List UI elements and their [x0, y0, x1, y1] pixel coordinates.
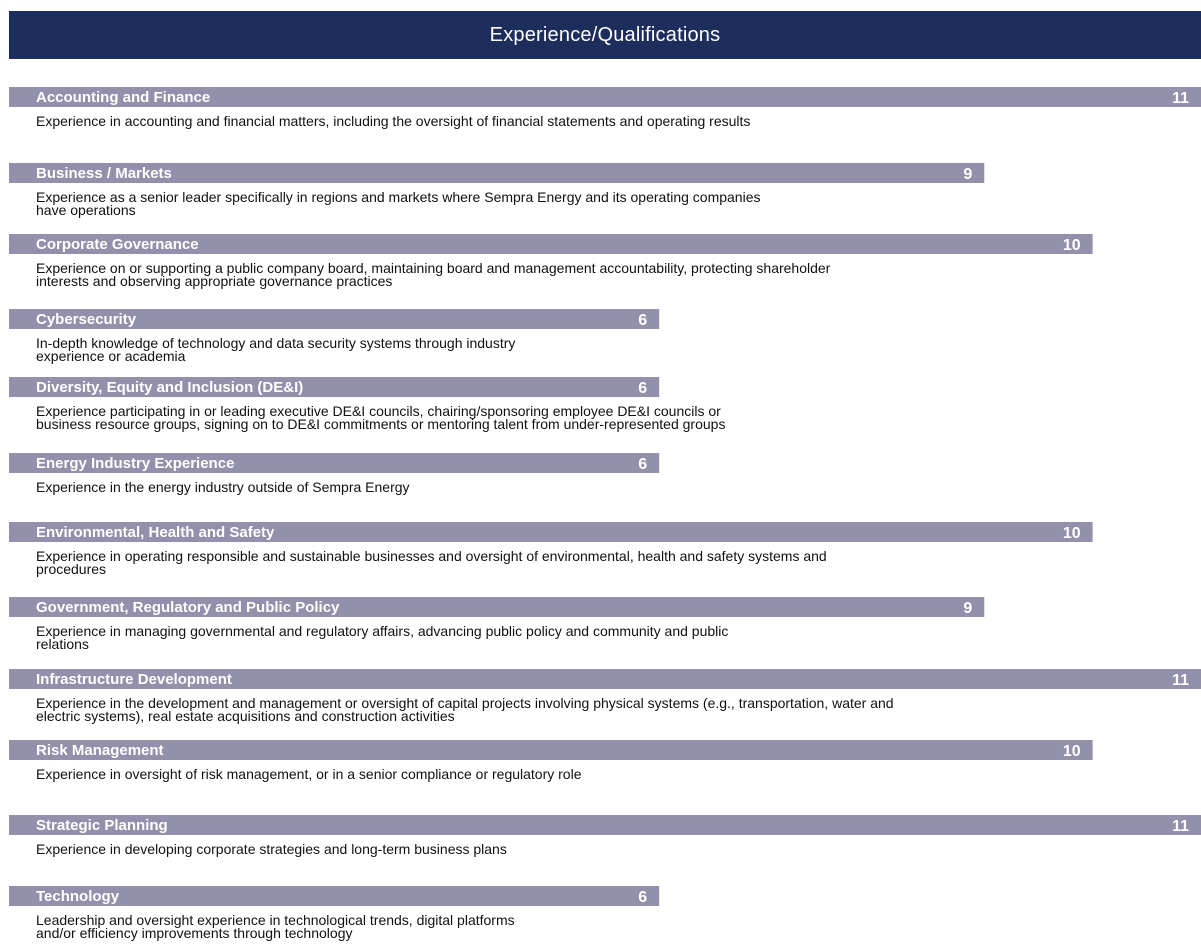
bar-label-9: Risk Management: [36, 742, 164, 759]
bar-value-0: 11: [1172, 90, 1189, 107]
bar-label-0: Accounting and Finance: [36, 89, 211, 106]
bar-description-9-line-0: Experience in oversight of risk management, or in a senior compliance or regulatory role: [36, 766, 582, 782]
bar-description-3-line-0: In-depth knowledge of technology and data security systems through industry: [36, 335, 516, 351]
bar-9: [9, 740, 1093, 760]
bar-value-3: 6: [638, 312, 648, 329]
bar-value-9: 10: [1062, 743, 1081, 760]
bar-label-7: Government, Regulatory and Public Policy: [36, 599, 340, 616]
bar-label-5: Energy Industry Experience: [36, 455, 235, 472]
bar-description-6-line-0: Experience in operating responsible and sustainable businesses and oversight of environmental, health and safety systems and: [36, 548, 827, 564]
bar-value-11: 6: [638, 889, 648, 906]
bar-description-10-line-0: Experience in developing corporate strategies and long-term business plans: [36, 841, 507, 857]
bar-description-7-line-1: relations: [36, 636, 89, 652]
bar-label-6: Environmental, Health and Safety: [36, 524, 275, 541]
bar-description-2-line-0: Experience on or supporting a public company board, maintaining board and management accountability, protecting shareholder: [36, 260, 831, 276]
bar-description-6-line-1: procedures: [36, 561, 107, 577]
bar-description-4-line-0: Experience participating in or leading executive DE&I councils, chairing/sponsoring employee DE&I councils or: [36, 403, 721, 419]
bar-label-1: Business / Markets: [36, 165, 172, 182]
bar-description-0-line-0: Experience in accounting and financial matters, including the oversight of financial statements and operating results: [36, 113, 751, 129]
bar-label-8: Infrastructure Development: [36, 671, 232, 688]
bar-value-6: 10: [1062, 525, 1081, 542]
bar-description-2-line-1: interests and observing appropriate governance practices: [36, 273, 393, 289]
bar-description-1-line-1: have operations: [36, 202, 136, 218]
bar-value-8: 11: [1172, 672, 1189, 689]
bar-description-4-line-1: business resource groups, signing on to DE&I commitments or mentoring talent from under-represented groups: [36, 416, 726, 432]
bar-description-5-line-0: Experience in the energy industry outside of Sempra Energy: [36, 479, 410, 495]
bar-description-3-line-1: experience or academia: [36, 348, 186, 364]
bar-value-7: 9: [963, 600, 973, 617]
bar-label-2: Corporate Governance: [36, 236, 199, 253]
bar-description-11-line-0: Leadership and oversight experience in technological trends, digital platforms: [36, 912, 515, 928]
chart-title-text: Experience/Qualifications: [489, 23, 721, 46]
bar-value-4: 6: [638, 380, 648, 397]
bar-value-2: 10: [1062, 237, 1081, 254]
bar-description-8-line-1: electric systems), real estate acquisitions and construction activities: [36, 708, 455, 724]
bar-label-3: Cybersecurity: [36, 311, 137, 328]
bar-10: [9, 815, 1201, 835]
bar-value-10: 11: [1172, 818, 1189, 835]
bar-value-5: 6: [638, 456, 648, 473]
bar-description-1-line-0: Experience as a senior leader specifically in regions and markets where Sempra Energy and its operating companies: [36, 189, 761, 205]
bar-description-11-line-1: and/or efficiency improvements through technology: [36, 925, 353, 941]
bar-description-7-line-0: Experience in managing governmental and regulatory affairs, advancing public policy and community and public: [36, 623, 729, 639]
bar-label-11: Technology: [36, 888, 120, 905]
bar-description-8-line-0: Experience in the development and management or oversight of capital projects involving physical systems (e.g., transportation, water and: [36, 695, 894, 711]
bar-value-1: 9: [963, 166, 973, 183]
bar-label-10: Strategic Planning: [36, 817, 168, 834]
bar-label-4: Diversity, Equity and Inclusion (DE&I): [36, 379, 304, 396]
